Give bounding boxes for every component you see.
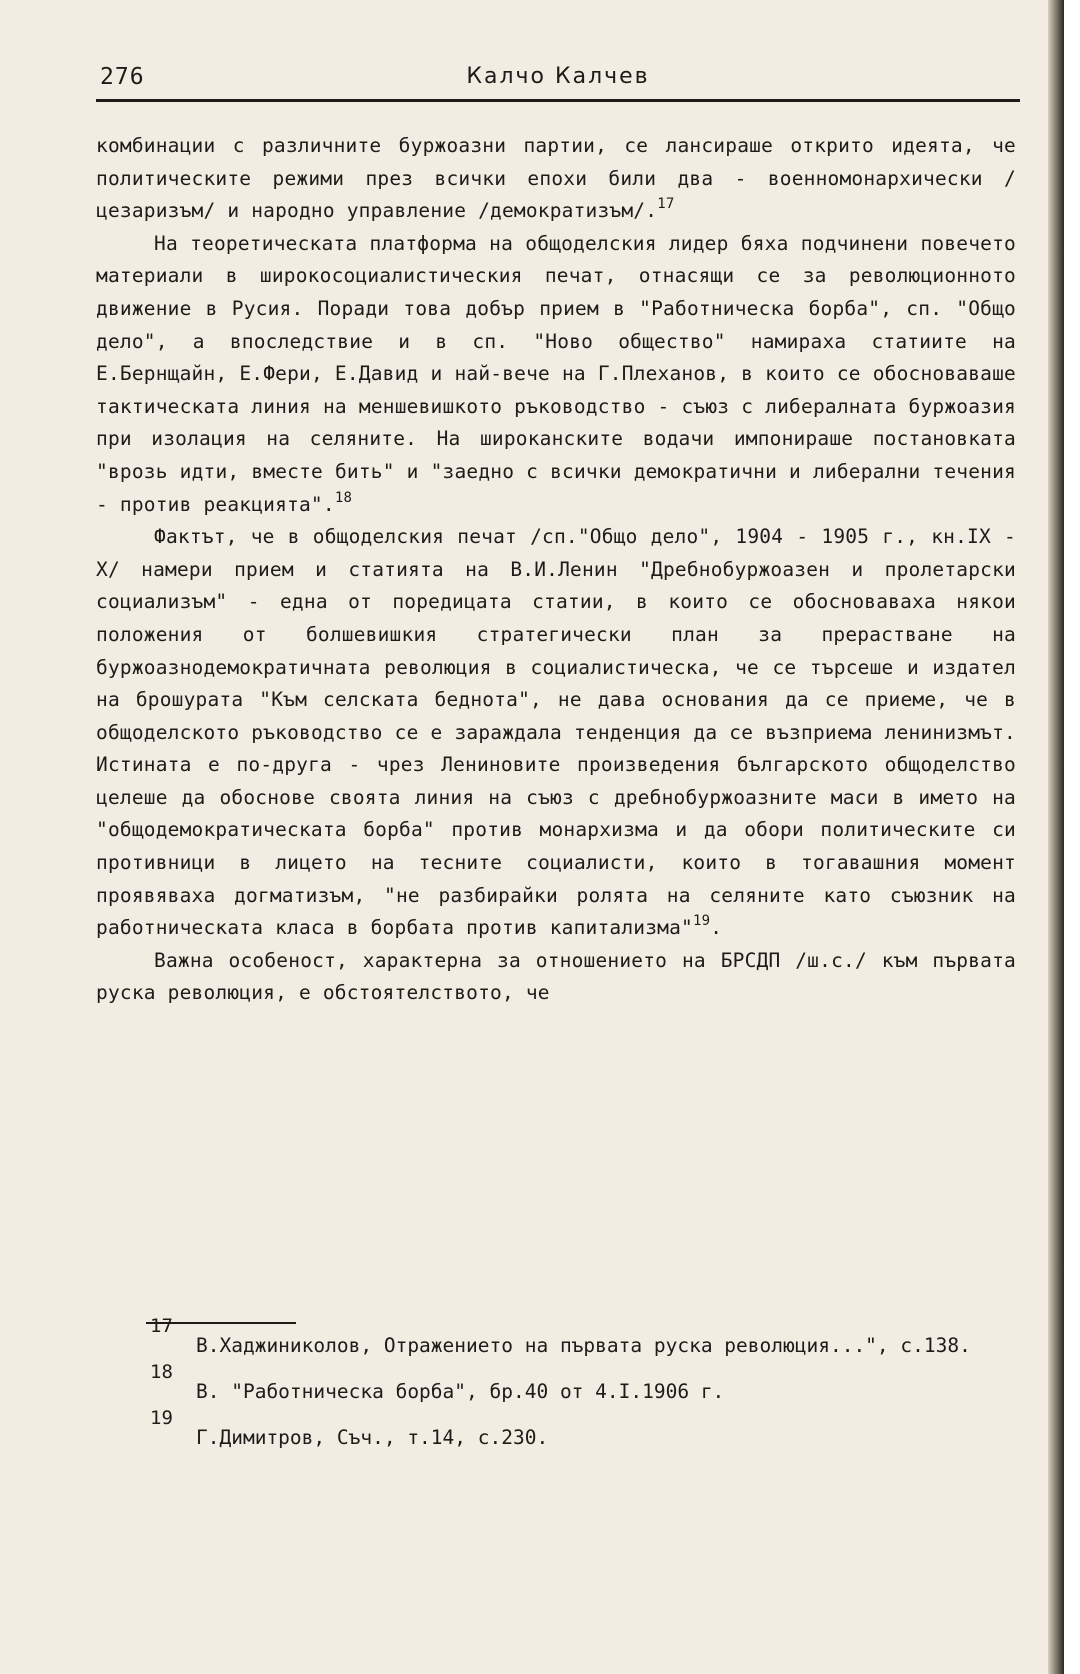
paragraph-2 xyxy=(96,228,1016,521)
footnote-ref-18: 18 xyxy=(334,489,353,506)
footnote-ref-17: 17 xyxy=(657,196,675,213)
footnote-text: Г.Димитров, Съч., т.14, с.230. xyxy=(196,1426,549,1449)
footnote-number: 18 xyxy=(150,1361,173,1383)
footnote-text: В.Хаджиниколов, Отражението на първата руска революция...", с.138. xyxy=(196,1334,971,1357)
footnote-19 xyxy=(96,1407,1006,1454)
footnote-18 xyxy=(96,1361,1006,1408)
paragraph-3-end: . xyxy=(710,916,723,940)
paragraph-4 xyxy=(96,945,1016,1010)
paragraph-3-text: Фактът, че в общоделския печат /сп."Общо дело", 1904 - 1905 г., кн.IX - X/ намери прием и статията на В.И.Ленин "Дребнобуржоазен и пролетарски социализъм" - една от поредицата статии, в които се обосноваваха някои положения от болшевишкия стратегически план за прерастване на буржоазнодемократичната революция в социалистическа, че се търсеше и издател на брошурата "Към селската беднота", не дава основания да се приеме, че в общоделското ръководство се е зараждала тенденция да се възприема ленинизмът. Истината е по-друга - чрез Лениновите произведения българското общоделство целеше да обоснове своята линия на съюз с дребнобуржоазните маси в името на "общодемократическата борба" против монархизма и да обори политическите си противници в лицето на тесните социалисти, които в тогавашния момент проявяваха догматизъм, "не разбирайки ролята на селяните като съюзник на работническата класа в борбата против капитализма" xyxy=(96,525,1016,940)
book-spine-shadow xyxy=(1048,0,1064,1674)
paragraph-2-text: На теоретическата платформа на общоделския лидер бяха подчинени повечето материали в широкосоциалистическия печат, отнасящи се за революционното движение в Русия. Поради това добър прием в "Работническа борба", сп. "Общо дело", а впоследствие и в сп. "Ново общество" намираха статиите на Е.Бернщайн, Е.Фери, Е.Давид и най-вече на Г.Плеханов, в които се обосноваваше тактическата линия на меншевишкото ръководство - съюз с либералната буржоазия при изолация на селяните. На широканските водачи импонираше постановката "врозь идти, вместе бить" и "заедно с всички демократични и либерални течения - против реакцията". xyxy=(96,231,1016,516)
footnote-17 xyxy=(96,1315,1006,1362)
footnote-number: 17 xyxy=(150,1315,173,1337)
running-title: Калчо Калчев xyxy=(466,64,650,89)
paragraph-1-text: комбинации с различните буржоазни партии, се лансираше открито идеята, че политическите режими през всички епохи били два - военномонархически /цезаризъм/ и народно управление /демократизъм/. xyxy=(96,134,1016,223)
paragraph-1 xyxy=(96,130,1016,228)
footnote-text: В. "Работническа борба", бр.40 от 4.I.1906 г. xyxy=(196,1380,725,1403)
paragraph-4-text: Важна особеност, характерна за отношението на БРСДП /ш.с./ към първата руска революция, е обстоятелството, че xyxy=(96,948,1016,1005)
footnote-ref-19: 19 xyxy=(693,913,711,930)
page-header xyxy=(96,64,1020,96)
paragraph-3 xyxy=(96,521,1016,945)
header-rule xyxy=(96,99,1020,102)
body-text xyxy=(96,130,1016,1010)
page-number: 276 xyxy=(100,64,145,90)
footnote-number: 19 xyxy=(150,1407,173,1429)
footnotes xyxy=(96,1315,1006,1468)
